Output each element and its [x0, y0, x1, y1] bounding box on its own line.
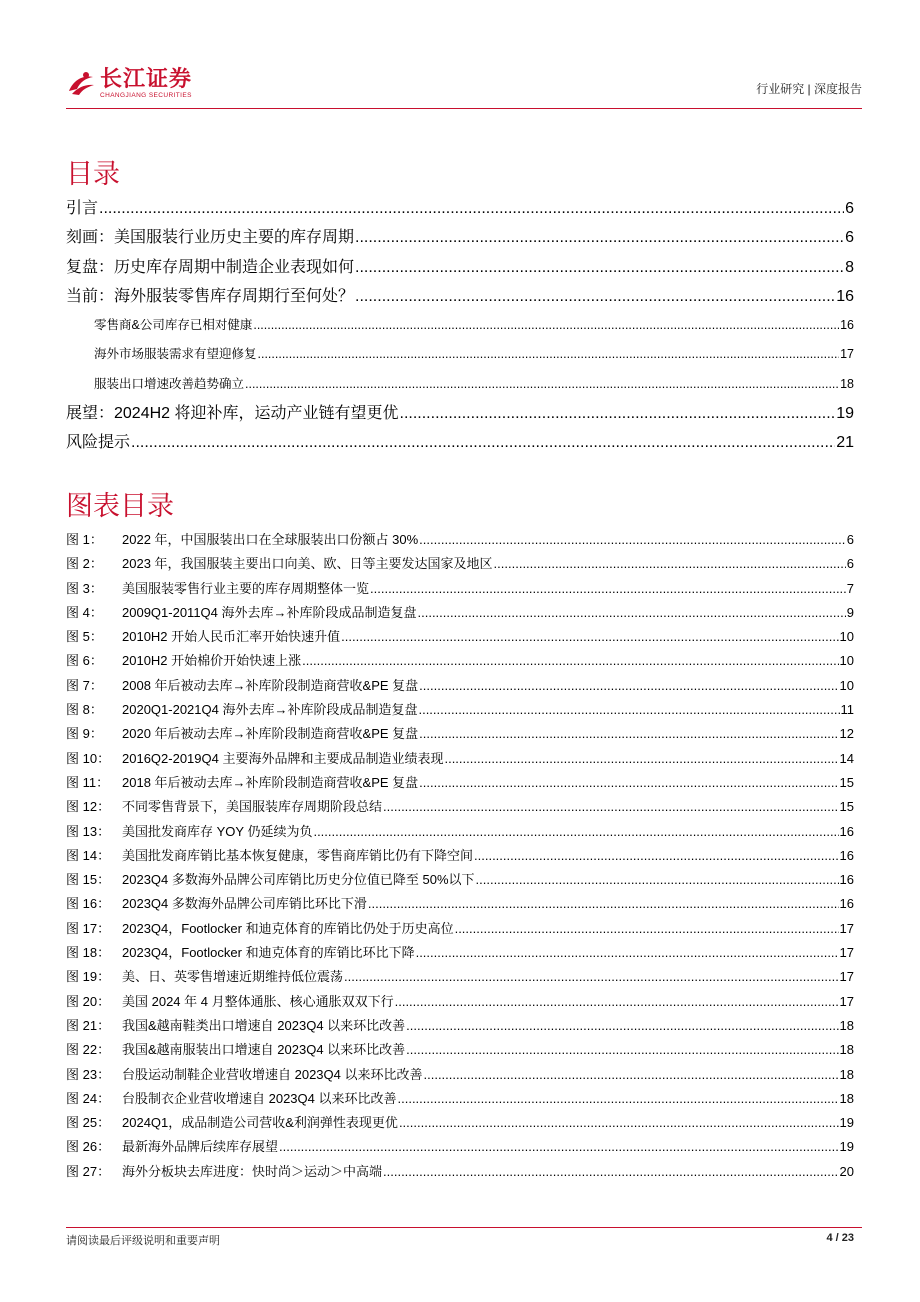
figure-page: 10 [839, 629, 854, 645]
figure-page: 16 [839, 872, 854, 888]
figure-page: 16 [839, 847, 854, 863]
figure-title: 2022 年，中国服装出口在全球服装出口份额占 30% [122, 532, 419, 547]
figure-page: 6 [846, 532, 854, 547]
figure-entry[interactable] [66, 1063, 854, 1087]
leader-dots [476, 868, 839, 892]
figure-number: 图 20： [66, 993, 111, 1009]
leader-dots [355, 223, 844, 252]
toc-entry-page: 21 [836, 434, 854, 452]
figure-page: 17 [839, 969, 854, 985]
toc-entry-title: 展望：2024H2 将迎补库，运动产业链有望更优 [66, 405, 399, 423]
toc-entry[interactable] [66, 340, 854, 369]
figure-entry[interactable] [66, 795, 854, 819]
toc-entry[interactable] [66, 311, 854, 340]
leader-dots [99, 194, 844, 223]
leader-dots [455, 917, 839, 941]
figure-title: 我国&越南服装出口增速自 2023Q4 以来环比改善 [122, 1042, 406, 1058]
page-header [66, 66, 862, 106]
page-number: 4 / 23 [826, 1232, 854, 1244]
figure-entry[interactable] [66, 747, 854, 771]
leader-dots [399, 1111, 839, 1135]
figure-page: 17 [839, 920, 854, 936]
toc-entry-title: 零售商&公司库存已相对健康 [94, 318, 253, 333]
figure-page: 18 [839, 1066, 854, 1082]
leader-dots [253, 311, 839, 340]
toc-entry[interactable] [66, 428, 854, 457]
toc-title: 目录 [66, 159, 120, 190]
figure-number: 图 27： [66, 1163, 111, 1179]
leader-dots [302, 649, 838, 673]
leader-dots [383, 1160, 839, 1184]
toc-entry-page: 6 [845, 200, 854, 217]
figure-number: 图 23： [66, 1066, 111, 1082]
figure-entry[interactable] [66, 625, 854, 649]
figure-page: 16 [839, 823, 854, 839]
figure-entry[interactable] [66, 941, 854, 965]
toc-entry-title: 复盘：历史库存周期中制造企业表现如何 [66, 258, 355, 276]
figure-entry[interactable] [66, 868, 854, 892]
figure-title: 2010H2 开始棉价开始快速上涨 [122, 653, 302, 669]
figure-page: 19 [839, 1115, 854, 1131]
figure-entry[interactable] [66, 1014, 854, 1038]
figure-title: 最新海外品牌后续库存展望 [122, 1139, 279, 1155]
figure-page: 18 [839, 1017, 854, 1033]
leader-dots [368, 892, 839, 916]
leader-dots [406, 1038, 838, 1062]
figure-page: 20 [839, 1163, 854, 1179]
figure-title: 2020 年后被动去库→补库阶段制造商营收&PE 复盘 [122, 726, 419, 742]
toc-entry-page: 16 [836, 287, 854, 305]
figure-page: 7 [846, 580, 854, 596]
leader-dots [395, 990, 839, 1014]
leader-dots [398, 1087, 839, 1111]
footer-divider [66, 1227, 862, 1228]
toc-entry[interactable] [66, 282, 854, 311]
leader-dots [245, 370, 839, 399]
leader-dots [131, 428, 835, 457]
figure-page: 12 [839, 726, 854, 742]
toc-entry[interactable] [66, 223, 854, 252]
figure-page: 6 [846, 556, 854, 572]
figure-number: 图 3： [66, 580, 103, 596]
toc-entry[interactable] [66, 194, 854, 223]
leader-dots [419, 771, 838, 795]
figure-entry[interactable] [66, 698, 854, 722]
figure-entry[interactable] [66, 820, 854, 844]
toc-entry-title: 服装出口增速改善趋势确立 [94, 376, 245, 391]
figure-entry[interactable] [66, 771, 854, 795]
figure-page: 18 [839, 1042, 854, 1058]
toc-entry[interactable] [66, 399, 854, 428]
leader-dots [258, 340, 840, 369]
leader-dots [418, 601, 846, 625]
leader-dots [419, 674, 838, 698]
figure-number: 图 24： [66, 1090, 111, 1106]
leader-dots [406, 1014, 838, 1038]
figure-title: 海外分板块去库进度：快时尚＞运动＞中高端 [122, 1163, 383, 1179]
figure-number: 图 8： [66, 702, 103, 718]
figure-page: 15 [839, 799, 854, 815]
figure-number: 图 2： [66, 556, 103, 572]
figure-number: 图 1： [66, 532, 103, 547]
figure-page: 19 [839, 1139, 854, 1155]
figure-number: 图 16： [66, 896, 111, 912]
leader-dots [355, 282, 835, 311]
figure-number: 图 21： [66, 1017, 111, 1033]
leader-dots [474, 844, 839, 868]
figure-entry[interactable] [66, 722, 854, 746]
figure-entry[interactable] [66, 1038, 854, 1062]
leader-dots [419, 528, 846, 552]
figure-page: 18 [839, 1090, 854, 1106]
leader-dots [383, 795, 839, 819]
figure-entry[interactable] [66, 990, 854, 1014]
leader-dots [416, 941, 839, 965]
leader-dots [400, 399, 836, 428]
figure-title: 2023Q4，Footlocker 和迪克体育的库销比环比下降 [122, 945, 415, 961]
figure-title: 美、日、英零售增速近期维持低位震荡 [122, 969, 344, 985]
toc-entry-page: 16 [840, 318, 854, 333]
figure-title: 2008 年后被动去库→补库阶段制造商营收&PE 复盘 [122, 677, 419, 693]
figure-page: 17 [839, 945, 854, 961]
figure-number: 图 11： [66, 774, 110, 790]
figure-number: 图 12： [66, 799, 111, 815]
figure-title: 2023Q4 多数海外品牌公司库销比历史分位值已降至 50%以下 [122, 872, 475, 888]
figure-entry[interactable] [66, 577, 854, 601]
leader-dots [424, 1063, 839, 1087]
toc-entry-title: 当前：海外服装零售库存周期行至何处？ [66, 287, 355, 305]
leader-dots [418, 698, 839, 722]
figure-entry[interactable] [66, 844, 854, 868]
figure-entry[interactable] [66, 674, 854, 698]
figure-title: 2023Q4 多数海外品牌公司库销比环比下滑 [122, 896, 367, 912]
figure-entry[interactable] [66, 892, 854, 916]
header-divider [66, 108, 862, 109]
report-category: 行业研究 | 深度报告 [756, 82, 862, 96]
figure-number: 图 13： [66, 823, 111, 839]
figure-number: 图 17： [66, 920, 111, 936]
figure-title: 2023Q4，Footlocker 和迪克体育的库销比仍处于历史高位 [122, 920, 454, 936]
figure-title: 2020Q1-2021Q4 海外去库→补库阶段成品制造复盘 [122, 702, 418, 718]
figure-entry[interactable] [66, 917, 854, 941]
toc-entry-title: 海外市场服装需求有望迎修复 [94, 347, 257, 362]
figure-title: 台股制衣企业营收增速自 2023Q4 以来环比改善 [122, 1090, 397, 1106]
figure-title: 2016Q2-2019Q4 主要海外品牌和主要成品制造业绩表现 [122, 750, 444, 766]
figure-title: 我国&越南鞋类出口增速自 2023Q4 以来环比改善 [122, 1017, 406, 1033]
figure-entry[interactable] [66, 649, 854, 673]
toc-entry-page: 19 [836, 405, 854, 423]
toc-entry-title: 刻画：美国服装行业历史主要的库存周期 [66, 229, 355, 247]
figure-number: 图 15： [66, 872, 111, 888]
footer-disclaimer: 请阅读最后评级说明和重要声明 [66, 1235, 220, 1247]
toc-entry-page: 18 [840, 376, 854, 391]
figure-entry[interactable] [66, 965, 854, 989]
toc-entry[interactable] [66, 370, 854, 399]
figure-entry[interactable] [66, 1087, 854, 1111]
toc-entry[interactable] [66, 253, 854, 282]
figure-title: 不同零售背景下，美国服装库存周期阶段总结 [122, 799, 383, 815]
figure-page: 9 [846, 604, 854, 620]
leader-dots [494, 552, 846, 576]
figure-page: 10 [839, 677, 854, 693]
figure-page: 15 [839, 774, 854, 790]
figure-title: 2018 年后被动去库→补库阶段制造商营收&PE 复盘 [122, 774, 419, 790]
leader-dots [279, 1135, 839, 1159]
leader-dots [355, 253, 844, 282]
toc-entry-page: 8 [845, 258, 854, 276]
figure-page: 10 [839, 653, 854, 669]
figure-number: 图 10： [66, 750, 111, 766]
figure-title: 美国 2024 年 4 月整体通胀、核心通胀双双下行 [122, 993, 394, 1009]
toc-entry-page: 6 [845, 229, 854, 247]
toc-entry-title: 引言 [66, 200, 99, 217]
figure-page: 14 [839, 750, 854, 766]
leader-dots [344, 965, 839, 989]
figure-number: 图 25： [66, 1115, 111, 1131]
figure-number: 图 9： [66, 726, 103, 742]
leader-dots [419, 722, 838, 746]
toc-entry-page: 17 [840, 347, 854, 362]
figure-number: 图 18： [66, 945, 111, 961]
leader-dots [444, 747, 838, 771]
figure-number: 图 5： [66, 629, 103, 645]
figure-number: 图 22： [66, 1042, 111, 1058]
figure-title: 2023 年，我国服装主要出口向美、欧、日等主要发达国家及地区 [122, 556, 493, 572]
figure-title: 美国批发商库销比基本恢复健康，零售商库销比仍有下降空间 [122, 847, 474, 863]
leader-dots [370, 577, 846, 601]
logo-text-en: CHANGJIANG SECURITIES [100, 92, 192, 99]
figure-number: 图 4： [66, 604, 103, 620]
figure-title: 2009Q1-2011Q4 海外去库→补库阶段成品制造复盘 [122, 604, 417, 620]
figure-entry[interactable] [66, 1111, 854, 1135]
leader-dots [313, 820, 838, 844]
figure-page: 11 [840, 702, 854, 718]
figure-number: 图 19： [66, 969, 111, 985]
figure-number: 图 6： [66, 653, 103, 669]
figure-page: 17 [839, 993, 854, 1009]
figure-number: 图 7： [66, 677, 103, 693]
figure-title: 2010H2 开始人民币汇率开始快速升值 [122, 629, 341, 645]
figures-list [66, 528, 854, 1184]
figure-entry[interactable] [66, 601, 854, 625]
figures-title: 图表目录 [66, 491, 174, 522]
figure-entry[interactable] [66, 552, 854, 576]
toc-list [66, 194, 854, 458]
toc-entry-title: 风险提示 [66, 434, 131, 452]
figure-page: 16 [839, 896, 854, 912]
figure-title: 2024Q1，成品制造公司营收&利润弹性表现更优 [122, 1115, 398, 1131]
figure-entry[interactable] [66, 1160, 854, 1184]
logo-text-cn: 长江证券 [100, 67, 193, 92]
figure-entry[interactable] [66, 1135, 854, 1159]
figure-number: 图 14： [66, 847, 111, 863]
figure-title: 美国批发商库存 YOY 仍延续为负 [122, 823, 313, 839]
logo-mark-icon [66, 69, 96, 99]
figure-title: 台股运动制鞋企业营收增速自 2023Q4 以来环比改善 [122, 1066, 423, 1082]
figure-entry[interactable] [66, 528, 854, 552]
figure-number: 图 26： [66, 1139, 111, 1155]
company-logo [66, 66, 192, 102]
figure-title: 美国服装零售行业主要的库存周期整体一览 [122, 580, 370, 596]
leader-dots [341, 625, 838, 649]
